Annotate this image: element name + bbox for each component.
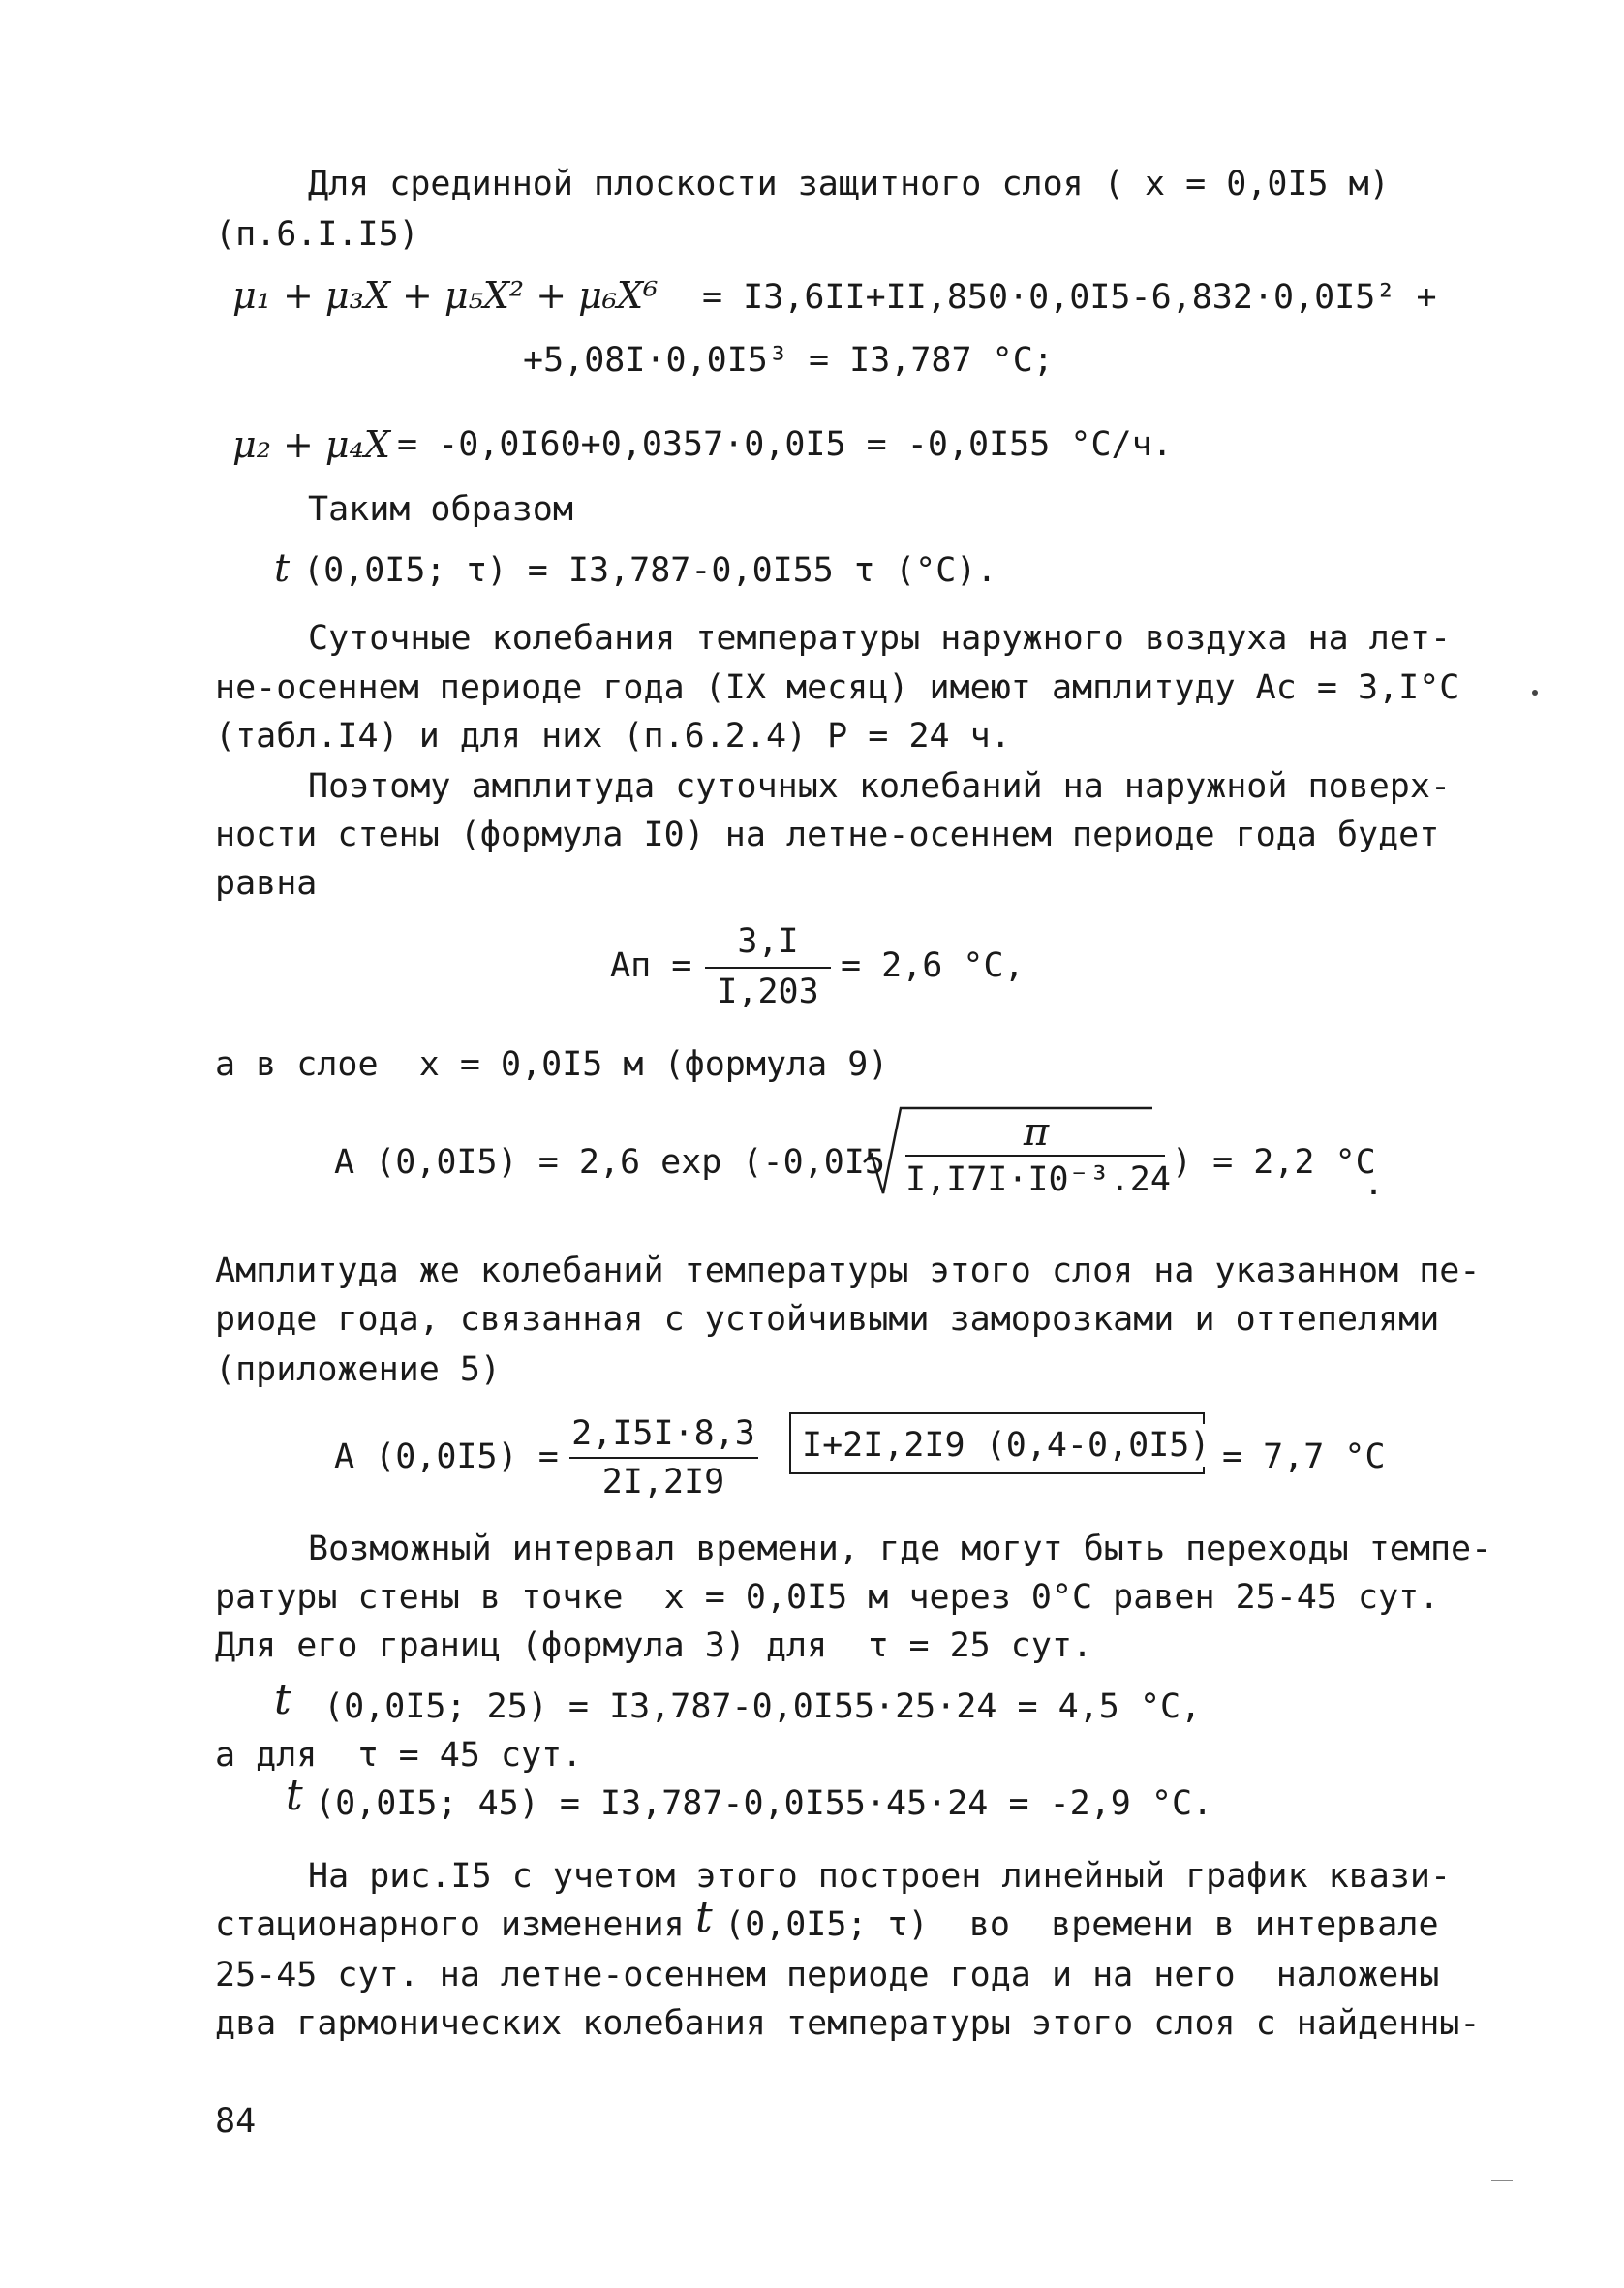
t-symbol: t [274,546,291,591]
text-line: На рис.I5 с учетом этого построен линейный график квази- [308,1857,1452,1896]
text-line: ности стены (формула I0) на летне-осеннем периоде года будет [215,816,1440,854]
text-line: ратуры стены в точке x = 0,0I5 м через 0°C равен 25-45 сут. [215,1578,1440,1617]
text-line: Для срединной плоскости защитного слоя ( x = 0,0I5 м) [308,165,1390,203]
text-line: Поэтому амплитуда суточных колебаний на наружной поверх- [308,767,1452,806]
fraction-bar [905,1155,1165,1157]
page-number: 84 [215,2102,257,2141]
formula-a-exp-dot: . [1364,1164,1385,1203]
formula-a-exp-numerator: π [1023,1110,1050,1155]
formula-a-freeze-bracket-content: I+2I,2I9 (0,4-0,0I5) [802,1426,1210,1465]
formula-a-freeze-denominator: 2I,2I9 [601,1463,725,1501]
text-line: Для его границ (формула 3) для τ = 25 сут. [215,1626,1093,1665]
formula-ap-denominator: I,203 [717,973,819,1011]
t-symbol: t [274,1675,291,1724]
text-line: а для τ = 45 сут. [215,1736,583,1775]
text-line: 25-45 сут. на летне-осеннем периоде года и на него наложены [215,1956,1440,1994]
text-line: стационарного изменения [215,1905,685,1944]
text-line: а в слое x = 0,0I5 м (формула 9) [215,1045,889,1084]
text-line: (приложение 5) [215,1350,502,1389]
text-line: (0,0I5; τ) во времени в интервале [724,1905,1439,1944]
formula-ap-numerator: 3,I [737,922,799,961]
fraction-bar [705,967,831,969]
formula-t-result: (0,0I5; τ) = I3,787-0,0I55 τ (°C). [303,551,997,590]
formula-a-freeze-rhs: = 7,7 °C [1222,1438,1386,1476]
text-line: Суточные колебания температуры наружного воздуха на лет- [308,619,1452,658]
t-symbol: t [286,1771,303,1820]
formula-a-freeze-lhs: A (0,0I5) = [334,1438,559,1476]
scan-mark [1491,2180,1513,2181]
text-line: (п.6.I.I5) [215,215,419,254]
formula-ap-lhs: Aп = [610,946,692,985]
text-line: Амплитуда же колебаний температуры этого слоя на указанном пе- [215,1252,1481,1290]
formula-mu2-sum: μ₂ + μ₄X [232,423,390,466]
scan-mark [1532,690,1538,696]
fraction-bar [569,1457,758,1459]
formula-a-exp-lhs: A (0,0I5) = 2,6 exp (-0,0I5 [334,1143,885,1182]
formula-t-45: (0,0I5; 45) = I3,787-0,0I55·45·24 = -2,9 °C. [315,1784,1213,1823]
formula-mu2-sum-value: = -0,0I60+0,0357·0,0I5 = -0,0I55 °C/ч. [397,425,1173,464]
text-line: (табл.I4) и для них (п.6.2.4) P = 24 ч. [215,717,1011,756]
t-symbol: t [695,1893,713,1942]
text-line: Возможный интервал времени, где могут быть переходы темпе- [308,1530,1492,1568]
text-line: не-осеннем периоде года (IX месяц) имеют амплитуду Aс = 3,I°C [215,668,1460,707]
formula-a-exp-denominator: I,I7I·I0⁻³.24 [905,1160,1171,1199]
text-line: риоде года, связанная с устойчивыми заморозками и оттепелями [215,1300,1440,1339]
formula-mu-sum: μ₁ + μ₃X + μ₅X² + μ₆X⁶ [232,274,659,317]
formula-mu-sum-value: = I3,6II+II,850·0,0I5-6,832·0,0I5² + [702,278,1437,317]
text-line: равна [215,864,318,903]
formula-mu-sum-cont: +5,08I·0,0I5³ = I3,787 °C; [523,341,1054,380]
text-line: Таким образом [308,490,573,529]
formula-ap-rhs: = 2,6 °C, [841,946,1025,985]
formula-a-freeze-numerator: 2,I5I·8,3 [571,1414,755,1453]
formula-a-exp-rhs: ) = 2,2 °C [1172,1143,1376,1182]
formula-t-25: (0,0I5; 25) = I3,787-0,0I55·25·24 = 4,5 °C, [303,1687,1202,1726]
text-line: два гармонических колебания температуры этого слоя с найденны- [215,2004,1481,2043]
